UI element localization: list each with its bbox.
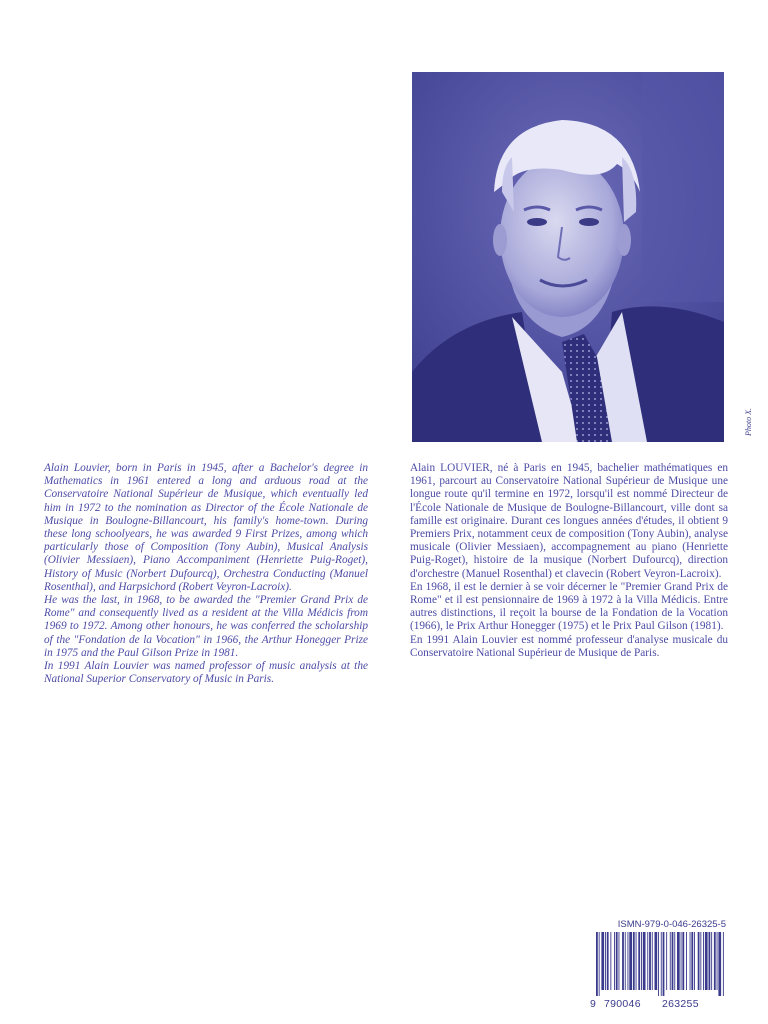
barcode-bar bbox=[703, 932, 704, 990]
barcode-bar bbox=[670, 932, 671, 990]
barcode-bar bbox=[619, 932, 620, 990]
bio-french-paragraph-3: En 1991 Alain Louvier est nommé professeur d'analyse musicale du Conservatoire National Supérieur de Musique de Paris. bbox=[410, 633, 728, 659]
barcode-bar bbox=[641, 932, 642, 990]
barcode-bar bbox=[705, 932, 708, 990]
barcode-digit-group-2: 263255 bbox=[662, 998, 699, 1010]
barcode-bar bbox=[607, 932, 609, 990]
barcode-bar bbox=[652, 932, 653, 990]
barcode-bar bbox=[700, 932, 701, 990]
ismn-label: ISMN-979-0-046-26325-5 bbox=[617, 919, 726, 930]
bio-english-paragraph-3: In 1991 Alain Louvier was named professor of music analysis at the National Superior Conservatory of Music in Paris. bbox=[44, 660, 368, 686]
barcode-bar bbox=[616, 932, 618, 990]
barcode-bar bbox=[647, 932, 648, 990]
portrait-photo bbox=[412, 72, 724, 442]
barcode-bar bbox=[622, 932, 624, 990]
barcode-bar bbox=[717, 932, 718, 990]
barcode-bar bbox=[672, 932, 674, 990]
barcode-bar bbox=[691, 932, 693, 990]
barcode-bar bbox=[661, 932, 662, 996]
bio-english-paragraph-1: Alain Louvier, born in Paris in 1945, after a Bachelor's degree in Mathematics in 1961 entered a long and arduous road at the Conservatoire National Supérieur de Musique, which eventually led him in 1972 to the nomination as Director of the École Nationale de Musique in Boulogne-Billancourt, his family's home-town. During these long schoolyears, he was awarded 9 First Prizes, among which particularly those of Composition (Tony Aubin), Musical Analysis (Olivier Messiaen), Piano Accompaniment (Henriette Puig-Roget), History of Music (Norbert Dufourcq), Orchestra Conducting (Manuel Rosenthal), and Harpsichord (Robert Veyron-Lacroix). bbox=[44, 462, 368, 593]
barcode-digit-group-1: 790046 bbox=[604, 998, 641, 1010]
barcode-bar bbox=[714, 932, 716, 990]
barcode-bar bbox=[698, 932, 700, 990]
barcode-bar bbox=[723, 932, 724, 996]
barcode-bar bbox=[643, 932, 646, 990]
barcode-bar bbox=[601, 932, 604, 990]
barcode-graphic bbox=[594, 932, 726, 996]
barcode-bar bbox=[636, 932, 637, 990]
photo-credit: Photo X. bbox=[744, 408, 753, 436]
barcode-bar bbox=[625, 932, 626, 990]
barcode-bar bbox=[686, 932, 687, 990]
barcode-bar bbox=[666, 932, 667, 990]
barcode-bar bbox=[633, 932, 635, 990]
bio-french-paragraph-2: En 1968, il est le dernier à se voir décerner le "Premier Grand Prix de Rome" et il est pensionnaire de 1969 à 1972 à la Villa Médicis. Entre autres distinctions, il reçoit la bourse de la Fondation de la Vocation (1966), le Prix Arthur Honegger (1975) et le Prix Paul Gilson (1981). bbox=[410, 580, 728, 633]
bio-english-paragraph-2: He was the last, in 1968, to be awarded the "Premier Grand Prix de Rome" and consequently lived as a resident at the Villa Médicis from 1969 to 1972. Among other honours, he was conferred the scholarship of the "Fondation de la Vocation" in 1966, the Arthur Honegger Prize in 1975 and the Paul Gilson Prize in 1981. bbox=[44, 594, 368, 659]
barcode-bar bbox=[638, 932, 640, 990]
barcode-bar bbox=[614, 932, 615, 990]
barcode-bar bbox=[605, 932, 606, 990]
bio-french-paragraph-1: Alain LOUVIER, né à Paris en 1945, bachelier mathématiques en 1961, parcourt au Conservatoire National Supérieur de Musique une longue route qu'il termine en 1972, lorsqu'il est nommé Directeur de l'École Nationale de Musique de Boulogne-Billancourt, ville dont sa famille est originaire. Durant ces longues années d'études, il obtient 9 Premiers Prix, notamment ceux de composition (Tony Aubin), analyse musicale (Olivier Messiaen), accompagnement au piano (Henriette Puig-Roget), histoire de la musique (Norbert Dufourcq), direction d'orchestre (Manuel Rosenthal) et clavecin (Robert Veyron-Lacroix). bbox=[410, 462, 728, 580]
barcode-bar bbox=[663, 932, 665, 996]
barcode-bar bbox=[658, 932, 659, 996]
portrait-illustration bbox=[412, 72, 724, 442]
barcode-bar bbox=[674, 932, 675, 990]
barcode-bar bbox=[711, 932, 712, 990]
barcode-bar bbox=[690, 932, 691, 990]
barcode-bar bbox=[629, 932, 632, 990]
barcode-bar bbox=[599, 932, 600, 996]
barcode-bar bbox=[655, 932, 658, 990]
barcode-bar bbox=[596, 932, 598, 996]
barcode-bar bbox=[718, 932, 721, 996]
barcode-bar bbox=[681, 932, 682, 990]
barcode-bar bbox=[682, 932, 684, 990]
barcode-bar bbox=[694, 932, 695, 990]
barcode-bar bbox=[709, 932, 711, 990]
bio-english-column bbox=[44, 462, 368, 686]
barcode-digit-prefix: 9 bbox=[590, 998, 597, 1010]
barcode-bar bbox=[628, 932, 629, 990]
barcode-bar bbox=[610, 932, 611, 990]
bio-french-column bbox=[410, 462, 728, 660]
barcode-bar bbox=[649, 932, 651, 990]
barcode-bar bbox=[677, 932, 680, 990]
